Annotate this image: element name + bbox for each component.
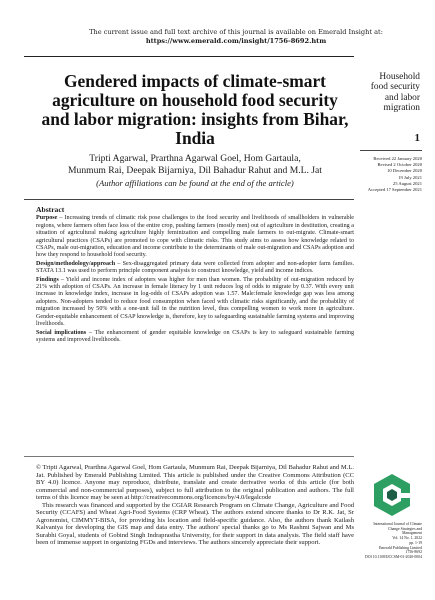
publisher-logo-icon (372, 472, 412, 518)
header-note-url[interactable]: https://www.emerald.com/insight/1756-8692.htm (145, 37, 327, 45)
journal-name-line-1: International Journal of Climate (373, 522, 422, 526)
journal-volume: Vol. 14 No. 1, 2022 (392, 536, 422, 541)
abstract-text: – Yield and income index of adopters was higher for men than women. The probability of out-migration reduced by 21% with adoption of CSAPs. An increase in female literacy by 1 unit reduces log of odds to migrate by 0.37. With every unit increase in knowledge index, increase in log-odds of CSAPs adoption was 1.57. Male:female knowledge gap was less among adopters. Non-adopters tended to reduce food consumption when faced with climatic risks significantly, and the probability of migration increased by 50% with a one-unit fall in the nutrition level, thus compelling women to work more in agriculture. Gender-equitable enhancement of CSAP knowledge is, therefore, key to safeguarding sustainable farming systems and improving livelihoods. (36, 276, 354, 328)
header-note (86, 28, 386, 46)
date-revised-1: Revised 2 October 2020 (377, 162, 422, 168)
journal-name-line-3: Management (402, 531, 422, 536)
page-number: 1 (414, 132, 420, 144)
header-note-text: The current issue and full text archive of this journal is available on Emerald Insight at: (89, 28, 383, 36)
date-accepted: Accepted 17 September 2021 (367, 187, 422, 193)
abstract-label: Purpose (36, 215, 58, 222)
sidebar-divider (360, 150, 422, 151)
author-line-1: Tripti Agarwal, Prarthna Agarwal Goel, Hom Gartaula, (89, 153, 301, 164)
date-revised-4: 25 August 2021 (392, 180, 422, 186)
article-history (360, 156, 422, 193)
journal-info (356, 522, 422, 560)
license-block (36, 464, 354, 547)
funding-paragraph: This research was financed and supported by the CGIAR Research Program on Climate Change, Agriculture and Food Security (CCAFS) and Wheat Agri-Food Systems (CRP Wheat). The authors extend sincere thanks to Dr R.K. Jat, Sr Agronomist, CIMMYT-BISA, for providing his location and field-specific guidance. Also, the authors thank Kailash Kalvaniya for developing the GIS map and data entry. The authors' special thanks go to Ms Rashmi Sajwan and Ms Surabhi Goyal, students of Gobind Singh Indraprastha University, for their support in data analysis. The field staff have been of immense support in organizing FGDs and interviews. The authors sincerely appreciate their support. (36, 501, 354, 546)
author-line-2: Munmum Rai, Deepak Bijarniya, Dil Bahadur Rahut and M.L. Jat (68, 165, 322, 176)
date-revised-3: 19 July 2021 (398, 174, 422, 180)
abstract-label: Design/methodology/approach (36, 260, 116, 267)
abstract-label: Social implications (36, 329, 87, 336)
journal-name-line-2: Change Strategies and (388, 526, 422, 531)
date-received: Received 22 January 2020 (373, 156, 422, 161)
abstract-text: – Sex-disaggregated primary data were collected from adopter and non-adopter farm families. STATA 13.1 was used to perform principle component analysis to construct knowledge, yield and income indices. (36, 260, 354, 275)
running-head: Household food security and labor migration (370, 72, 420, 114)
abstract-methodology (36, 261, 354, 276)
abstract-findings (36, 277, 354, 329)
abstract-purpose (36, 215, 354, 259)
abstract-bottom-divider (24, 456, 354, 457)
abstract-social-implications (36, 330, 354, 345)
license-paragraph: © Tripti Agarwal, Prarthna Agarwal Goel, Hom Gartaula, Munmum Rai, Deepak Bijarniya, Dil Bahadur Rahut and M.L. Jat. Published by Emerald Publishing Limited. This article is published under the Creative Commons Attribution (CC BY 4.0) licence. Anyone may reproduce, distribute, translate and create derivative works of this article (for both commercial and non-commercial purposes), subject to full attribution to the original publication and authors. The full terms of this licence may be seen at http://creativecommons.org/licences/by/4.0/legalcode (36, 464, 354, 501)
abstract (36, 206, 354, 345)
journal-pages: pp. 1-19 (409, 540, 422, 545)
author-list (36, 153, 354, 177)
abstract-text: – The enhancement of gender equitable knowledge on CSAPs is key to safeguard sustainable farming systems and improved livelihoods. (36, 329, 354, 343)
journal-doi[interactable]: DOI 10.1108/IJCCSM-01-2020-0004 (364, 554, 422, 559)
abstract-text: – Increasing trends of climatic risk pose challenges to the food security and livelihoods of smallholders in vulnerable regions, where farmers often face loss of the entire crop, pushing farmers (mostly men) out of agriculture in destitution, creating a situation of agricultural making agriculture highly feminization and compelling male farmers to out-migrate. Climate-smart agricultural practices (CSAPs) are promoted to cope with climatic risks. This study aims to assess how knowledge related to CSAPs, male out-migration, education and income contribute to the determinants of male out-migration and CSAPs adoption and how they respond to household food security. (36, 215, 354, 259)
date-revised-2: 10 December 2020 (387, 168, 422, 174)
abstract-top-divider (24, 199, 354, 200)
affiliations-note: (Author affiliations can be found at the end of the article) (96, 178, 294, 188)
article-title: Gendered impacts of climate-smart agriculture on household food security and labor migration: insights from Bihar, India (41, 71, 349, 148)
journal-issn: 1756-8692 (405, 550, 422, 555)
header-divider (24, 56, 354, 57)
abstract-heading: Abstract (36, 205, 65, 214)
journal-publisher: Emerald Publishing Limited (378, 545, 422, 550)
abstract-label: Findings (36, 276, 59, 283)
